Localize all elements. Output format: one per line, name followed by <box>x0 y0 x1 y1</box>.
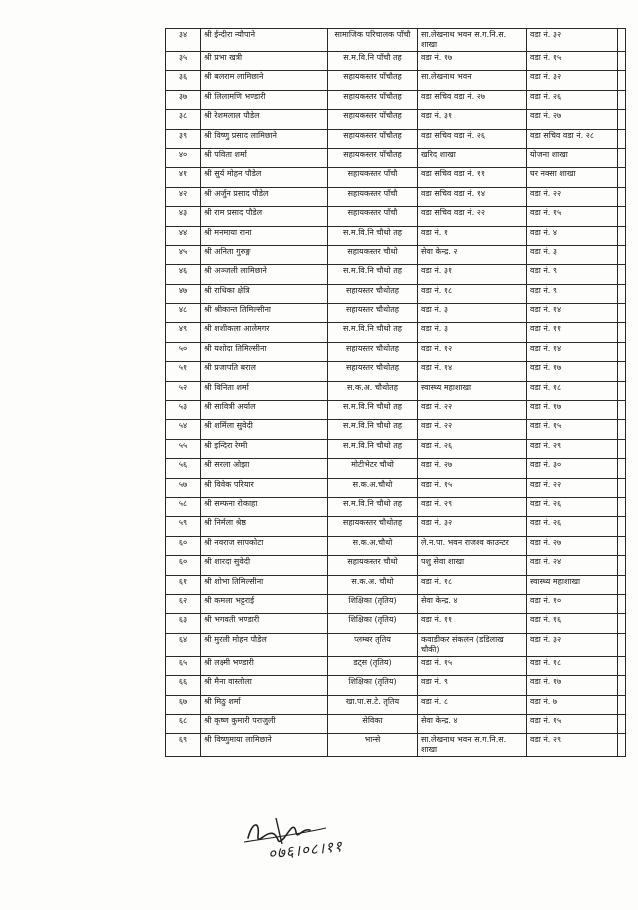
table-edge-cell <box>618 168 626 187</box>
current-office-cell: वडा नं. १ <box>418 226 527 245</box>
serial-number-cell: ४७ <box>166 284 201 303</box>
current-office-cell: स्वास्थ्य महाशाखा <box>418 381 527 400</box>
name-cell: श्री रेशमलाल पौडेल <box>201 110 328 129</box>
current-office-cell: वडा नं. १५ <box>418 656 527 675</box>
table-edge-cell <box>618 207 626 226</box>
serial-number-cell: ४९ <box>166 323 201 342</box>
serial-number-cell: ४१ <box>166 168 201 187</box>
post-cell: सेविका <box>328 714 418 733</box>
table-row <box>166 734 626 757</box>
serial-number-cell: ४० <box>166 148 201 167</box>
post-cell: सामाजिक परिचालक पाँचौ <box>328 29 418 52</box>
post-cell: सहायस्तर चौथोतह <box>328 284 418 303</box>
post-cell: सहायकस्तर पाँचौतह <box>328 110 418 129</box>
table-row <box>166 304 626 323</box>
table-edge-cell <box>618 362 626 381</box>
assigned-ward-cell: वडा नं. १६ <box>527 614 618 633</box>
serial-number-cell: ५४ <box>166 420 201 439</box>
table-row <box>166 29 626 52</box>
current-office-cell: वडा नं. ८ <box>418 695 527 714</box>
name-cell: श्री बलराम लामिछाने <box>201 71 328 90</box>
table-row <box>166 284 626 303</box>
table-edge-cell <box>618 478 626 497</box>
name-cell: श्री सुर्य मोहन पौडेल <box>201 168 328 187</box>
post-cell: स.म.वि.नि चौथो तह <box>328 420 418 439</box>
current-office-cell: वडा नं. ११ <box>418 614 527 633</box>
assigned-ward-cell: वडा नं. २६ <box>527 497 618 516</box>
current-office-cell: वडा नं. १२ <box>418 342 527 361</box>
table-row <box>166 676 626 695</box>
current-office-cell: सा.लेखनाथ भवन स.ग.नि.स. शाखा <box>418 734 527 757</box>
serial-number-cell: ६६ <box>166 676 201 695</box>
table-edge-cell <box>618 714 626 733</box>
assigned-ward-cell: वडा नं. २६ <box>527 90 618 109</box>
serial-number-cell: ५६ <box>166 459 201 478</box>
table-edge-cell <box>618 245 626 264</box>
name-cell: श्री मैना वास्तोला <box>201 676 328 695</box>
current-office-cell: कवाडीकर संकलन (डडिलाख चौकी) <box>418 633 527 656</box>
current-office-cell: सेवा केन्द्र. ४ <box>418 594 527 613</box>
table-edge-cell <box>618 517 626 536</box>
table-edge-cell <box>618 420 626 439</box>
signature-date: ०७६।०८।११ <box>267 837 344 863</box>
post-cell: शिक्षिका (तृतिय) <box>328 676 418 695</box>
serial-number-cell: ३५ <box>166 52 201 71</box>
name-cell: श्री इन्दिरा रेग्मी <box>201 439 328 458</box>
table-row <box>166 362 626 381</box>
current-office-cell: सा.लेखनाथ भवन स.ग.नि.स. शाखा <box>418 29 527 52</box>
assigned-ward-cell: वडा नं. २२ <box>527 187 618 206</box>
serial-number-cell: ५७ <box>166 478 201 497</box>
table-edge-cell <box>618 29 626 52</box>
table-edge-cell <box>618 265 626 284</box>
serial-number-cell: ६८ <box>166 714 201 733</box>
serial-number-cell: ६० <box>166 536 201 555</box>
assigned-ward-cell: वडा नं. १४ <box>527 304 618 323</box>
name-cell: श्री निर्मला श्रेष्ठ <box>201 517 328 536</box>
serial-number-cell: ६७ <box>166 695 201 714</box>
post-cell: स.क.अ. चौथोतह <box>328 381 418 400</box>
table-edge-cell <box>618 342 626 361</box>
serial-number-cell: ५३ <box>166 401 201 420</box>
name-cell: श्री ईन्दीरा न्यौपाने <box>201 29 328 52</box>
serial-number-cell: ३९ <box>166 129 201 148</box>
name-cell: श्री राम प्रसाद पौडेल <box>201 207 328 226</box>
current-office-cell: वडा नं. १७ <box>418 52 527 71</box>
assigned-ward-cell: वडा नं. १७ <box>527 676 618 695</box>
serial-number-cell: ५९ <box>166 517 201 536</box>
serial-number-cell: ६२ <box>166 594 201 613</box>
table-edge-cell <box>618 656 626 675</box>
serial-number-cell: ६१ <box>166 575 201 594</box>
post-cell: स.म.वि.नि चौथो तह <box>328 265 418 284</box>
table-edge-cell <box>618 459 626 478</box>
table-row <box>166 342 626 361</box>
post-cell: सहायस्तर चौथोतह <box>328 342 418 361</box>
assigned-ward-cell: वडा सचिव वडा नं. २८ <box>527 129 618 148</box>
name-cell: श्री मुरली मोहन पौडेल <box>201 633 328 656</box>
name-cell: श्री श्रीकान्त तिमिल्सीना <box>201 304 328 323</box>
post-cell: भान्से <box>328 734 418 757</box>
name-cell: श्री अनिता गुरुङ्ग <box>201 245 328 264</box>
table-row <box>166 207 626 226</box>
assigned-ward-cell: वडा नं. १७ <box>527 362 618 381</box>
name-cell: श्री विष्णु प्रसाद लामिछाने <box>201 129 328 148</box>
table-row <box>166 536 626 555</box>
table-row <box>166 439 626 458</box>
table-edge-cell <box>618 226 626 245</box>
table-edge-cell <box>618 284 626 303</box>
serial-number-cell: ४८ <box>166 304 201 323</box>
serial-number-cell: ४४ <box>166 226 201 245</box>
table-edge-cell <box>618 90 626 109</box>
assigned-ward-cell: वडा नं. ३० <box>527 459 618 478</box>
table-row <box>166 168 626 187</box>
table-row <box>166 695 626 714</box>
post-cell: सहायस्तर चौथोतह <box>328 304 418 323</box>
post-cell: सहायकस्तर चौथो <box>328 556 418 575</box>
name-cell: श्री शर्मिला सुवेदी <box>201 420 328 439</box>
serial-number-cell: ५० <box>166 342 201 361</box>
name-cell: श्री विनिता शर्मा <box>201 381 328 400</box>
assigned-ward-cell: वडा नं. १८ <box>527 656 618 675</box>
table-row <box>166 420 626 439</box>
table-edge-cell <box>618 556 626 575</box>
table-row <box>166 265 626 284</box>
assigned-ward-cell: वडा नं. १५ <box>527 207 618 226</box>
post-cell: मोटीभेटर चौथो <box>328 459 418 478</box>
serial-number-cell: ३८ <box>166 110 201 129</box>
table-edge-cell <box>618 187 626 206</box>
table-edge-cell <box>618 594 626 613</box>
post-cell: सहायकस्तर चौथोतह <box>328 517 418 536</box>
assigned-ward-cell: वडा नं. ३२ <box>527 633 618 656</box>
assigned-ward-cell: वडा नं. २४ <box>527 556 618 575</box>
table-row <box>166 478 626 497</box>
table-row <box>166 71 626 90</box>
staff-transfer-table <box>165 28 626 757</box>
name-cell: श्री सम्फना रोकाहा <box>201 497 328 516</box>
serial-number-cell: ३६ <box>166 71 201 90</box>
name-cell: श्री कृष्ण कुमारी पराजुली <box>201 714 328 733</box>
current-office-cell: वडा सचिव वडा नं. २७ <box>418 90 527 109</box>
current-office-cell: सेवा केन्द्र. २ <box>418 245 527 264</box>
serial-number-cell: ६५ <box>166 656 201 675</box>
serial-number-cell: ४३ <box>166 207 201 226</box>
table-row <box>166 497 626 516</box>
name-cell: श्री राधिका क्षेत्रि <box>201 284 328 303</box>
current-office-cell: वडा नं. २९ <box>418 497 527 516</box>
table-edge-cell <box>618 734 626 757</box>
current-office-cell: खरिद शाखा <box>418 148 527 167</box>
current-office-cell: वडा नं. ३ <box>418 323 527 342</box>
name-cell: श्री मनमाया राना <box>201 226 328 245</box>
post-cell: सहायकस्तर पाँचौतह <box>328 148 418 167</box>
assigned-ward-cell: वडा नं. १७ <box>527 401 618 420</box>
name-cell: श्री लक्ष्मी भण्डारी <box>201 656 328 675</box>
current-office-cell: वडा नं. १८ <box>418 575 527 594</box>
post-cell: स.क.अ.चौथो <box>328 536 418 555</box>
post-cell: स.म.वि.नि चौथो तह <box>328 439 418 458</box>
table-row <box>166 594 626 613</box>
name-cell: श्री पविता शर्मा <box>201 148 328 167</box>
table-row <box>166 226 626 245</box>
current-office-cell: वडा नं. ९ <box>418 676 527 695</box>
serial-number-cell: ६३ <box>166 614 201 633</box>
current-office-cell: वडा नं. २२ <box>418 401 527 420</box>
current-office-cell: पशु सेवा शाखा <box>418 556 527 575</box>
post-cell: शिक्षिका (तृतिय) <box>328 614 418 633</box>
table-row <box>166 401 626 420</box>
table-edge-cell <box>618 381 626 400</box>
name-cell: श्री नवराज सापकोटा <box>201 536 328 555</box>
post-cell: खा.पा.स.टे. तृतिय <box>328 695 418 714</box>
serial-number-cell: ४५ <box>166 245 201 264</box>
table-edge-cell <box>618 536 626 555</box>
assigned-ward-cell: वडा नं. २२ <box>527 478 618 497</box>
post-cell: प्लम्बर तृतिय <box>328 633 418 656</box>
name-cell: श्री शशीकला आलेमगर <box>201 323 328 342</box>
name-cell: श्री प्रभा खत्री <box>201 52 328 71</box>
post-cell: स.म.वि.नि चौथो तह <box>328 401 418 420</box>
current-office-cell: वडा सचिव वडा नं. २२ <box>418 207 527 226</box>
assigned-ward-cell: वडा नं. २९ <box>527 439 618 458</box>
serial-number-cell: ४६ <box>166 265 201 284</box>
current-office-cell: वडा नं. २६ <box>418 439 527 458</box>
name-cell: श्री लिलामणि भण्डारी <box>201 90 328 109</box>
table-edge-cell <box>618 323 626 342</box>
assigned-ward-cell: स्वास्थ्य महाशाखा <box>527 575 618 594</box>
assigned-ward-cell: वडा नं. १८ <box>527 381 618 400</box>
table-edge-cell <box>618 439 626 458</box>
current-office-cell: वडा नं. १८ <box>418 284 527 303</box>
table-row <box>166 575 626 594</box>
current-office-cell: ले.न.पा. भवन राजश्व काउन्टर <box>418 536 527 555</box>
table-body <box>166 29 626 757</box>
assigned-ward-cell: वडा नं. ३२ <box>527 29 618 52</box>
table-row <box>166 517 626 536</box>
current-office-cell: सा.लेखनाथ भवन <box>418 71 527 90</box>
post-cell: सहायकस्तर पाँचौ <box>328 168 418 187</box>
serial-number-cell: ६४ <box>166 633 201 656</box>
table-edge-cell <box>618 614 626 633</box>
current-office-cell: वडा सचिव वडा नं. २६ <box>418 129 527 148</box>
current-office-cell: वडा नं. २२ <box>418 420 527 439</box>
serial-number-cell: ३४ <box>166 29 201 52</box>
name-cell: श्री अर्जुन प्रसाद पौडेल <box>201 187 328 206</box>
table-row <box>166 714 626 733</box>
assigned-ward-cell: वडा नं. २७ <box>527 110 618 129</box>
assigned-ward-cell: वडा नं. ११ <box>527 323 618 342</box>
table-edge-cell <box>618 148 626 167</box>
table-edge-cell <box>618 401 626 420</box>
name-cell: श्री विष्णुमाया लामिछाने <box>201 734 328 757</box>
table-row <box>166 459 626 478</box>
assigned-ward-cell: वडा नं. १० <box>527 594 618 613</box>
table-edge-cell <box>618 497 626 516</box>
table-row <box>166 614 626 633</box>
assigned-ward-cell: वडा नं. १५ <box>527 52 618 71</box>
table-edge-cell <box>618 695 626 714</box>
current-office-cell: वडा नं. ३२ <box>418 517 527 536</box>
post-cell: सहायकस्तर पाँचौतह <box>328 71 418 90</box>
table-edge-cell <box>618 52 626 71</box>
serial-number-cell: ५५ <box>166 439 201 458</box>
serial-number-cell: ५२ <box>166 381 201 400</box>
assigned-ward-cell: वडा नं. ७ <box>527 695 618 714</box>
table-row <box>166 556 626 575</box>
serial-number-cell: ६० <box>166 556 201 575</box>
table-edge-cell <box>618 633 626 656</box>
table-row <box>166 656 626 675</box>
table-row <box>166 110 626 129</box>
assigned-ward-cell: वडा नं. ९ <box>527 284 618 303</box>
table-row <box>166 245 626 264</box>
table-edge-cell <box>618 575 626 594</box>
current-office-cell: वडा नं. २७ <box>418 459 527 478</box>
assigned-ward-cell: वडा नं. २६ <box>527 517 618 536</box>
serial-number-cell: ५१ <box>166 362 201 381</box>
assigned-ward-cell: योजना शाखा <box>527 148 618 167</box>
table-row <box>166 148 626 167</box>
name-cell: श्री शोभा तिमिल्सीना <box>201 575 328 594</box>
post-cell: स.म.वि.नि चौथो तह <box>328 323 418 342</box>
table-edge-cell <box>618 676 626 695</box>
serial-number-cell: ६९ <box>166 734 201 757</box>
assigned-ward-cell: वडा नं. १५ <box>527 420 618 439</box>
serial-number-cell: ४२ <box>166 187 201 206</box>
table-edge-cell <box>618 71 626 90</box>
current-office-cell: वडा सचिव वडा नं. १४ <box>418 187 527 206</box>
post-cell: स.क.अ.चौथो <box>328 478 418 497</box>
assigned-ward-cell: वडा नं. १५ <box>527 714 618 733</box>
serial-number-cell: ५८ <box>166 497 201 516</box>
table-row <box>166 187 626 206</box>
current-office-cell: वडा नं. ३ <box>418 304 527 323</box>
table-row <box>166 52 626 71</box>
table-row <box>166 129 626 148</box>
assigned-ward-cell: वडा नं. २७ <box>527 536 618 555</box>
name-cell: श्री शारदा सुवेदी <box>201 556 328 575</box>
post-cell: सहायकस्तर पाँचौतह <box>328 90 418 109</box>
name-cell: श्री अञ्जली लामिछाने <box>201 265 328 284</box>
current-office-cell: वडा नं. १५ <box>418 478 527 497</box>
name-cell: श्री सरला ओझा <box>201 459 328 478</box>
assigned-ward-cell: वडा नं. ३२ <box>527 71 618 90</box>
post-cell: सहायकस्तर चौथो <box>328 245 418 264</box>
current-office-cell: वडा सचिव वडा नं. ११ <box>418 168 527 187</box>
current-office-cell: सेवा केन्द्र. ४ <box>418 714 527 733</box>
table-row <box>166 633 626 656</box>
post-cell: सहायस्तर चौथोतह <box>328 362 418 381</box>
table-edge-cell <box>618 304 626 323</box>
post-cell: स.म.वि.नि पाँचौ तह <box>328 52 418 71</box>
assigned-ward-cell: वडा नं. १४ <box>527 342 618 361</box>
table-edge-cell <box>618 110 626 129</box>
name-cell: श्री सावित्री अर्याल <box>201 401 328 420</box>
current-office-cell: वडा नं. ३१ <box>418 110 527 129</box>
assigned-ward-cell: घर नक्सा शाखा <box>527 168 618 187</box>
name-cell: श्री प्रजापति बराल <box>201 362 328 381</box>
post-cell: डट्स (तृतिय) <box>328 656 418 675</box>
post-cell: स.म.वि.नि चौथो तह <box>328 497 418 516</box>
serial-number-cell: ३७ <box>166 90 201 109</box>
post-cell: सहायकस्तर पाँचौतह <box>328 129 418 148</box>
name-cell: श्री कमला भट्टराई <box>201 594 328 613</box>
assigned-ward-cell: वडा नं. ९ <box>527 265 618 284</box>
table-row <box>166 381 626 400</box>
table-row <box>166 323 626 342</box>
name-cell: श्री मिठु शर्मा <box>201 695 328 714</box>
assigned-ward-cell: वडा नं. ३ <box>527 245 618 264</box>
table-edge-cell <box>618 129 626 148</box>
post-cell: स.म.वि.नि चौथो तह <box>328 226 418 245</box>
name-cell: श्री भगवती भण्डारी <box>201 614 328 633</box>
post-cell: सहायकस्तर पाँचौ <box>328 187 418 206</box>
current-office-cell: वडा नं. ३१ <box>418 265 527 284</box>
assigned-ward-cell: वडा नं. ४ <box>527 226 618 245</box>
current-office-cell: वडा नं. १४ <box>418 362 527 381</box>
table-row <box>166 90 626 109</box>
assigned-ward-cell: वडा नं. २९ <box>527 734 618 757</box>
post-cell: शिक्षिका (तृतिय) <box>328 594 418 613</box>
name-cell: श्री यशोदा तिमिल्सीना <box>201 342 328 361</box>
post-cell: सहायकस्तर पाँचौ <box>328 207 418 226</box>
post-cell: स.क.अ. चौथो <box>328 575 418 594</box>
name-cell: श्री विवेक परियार <box>201 478 328 497</box>
